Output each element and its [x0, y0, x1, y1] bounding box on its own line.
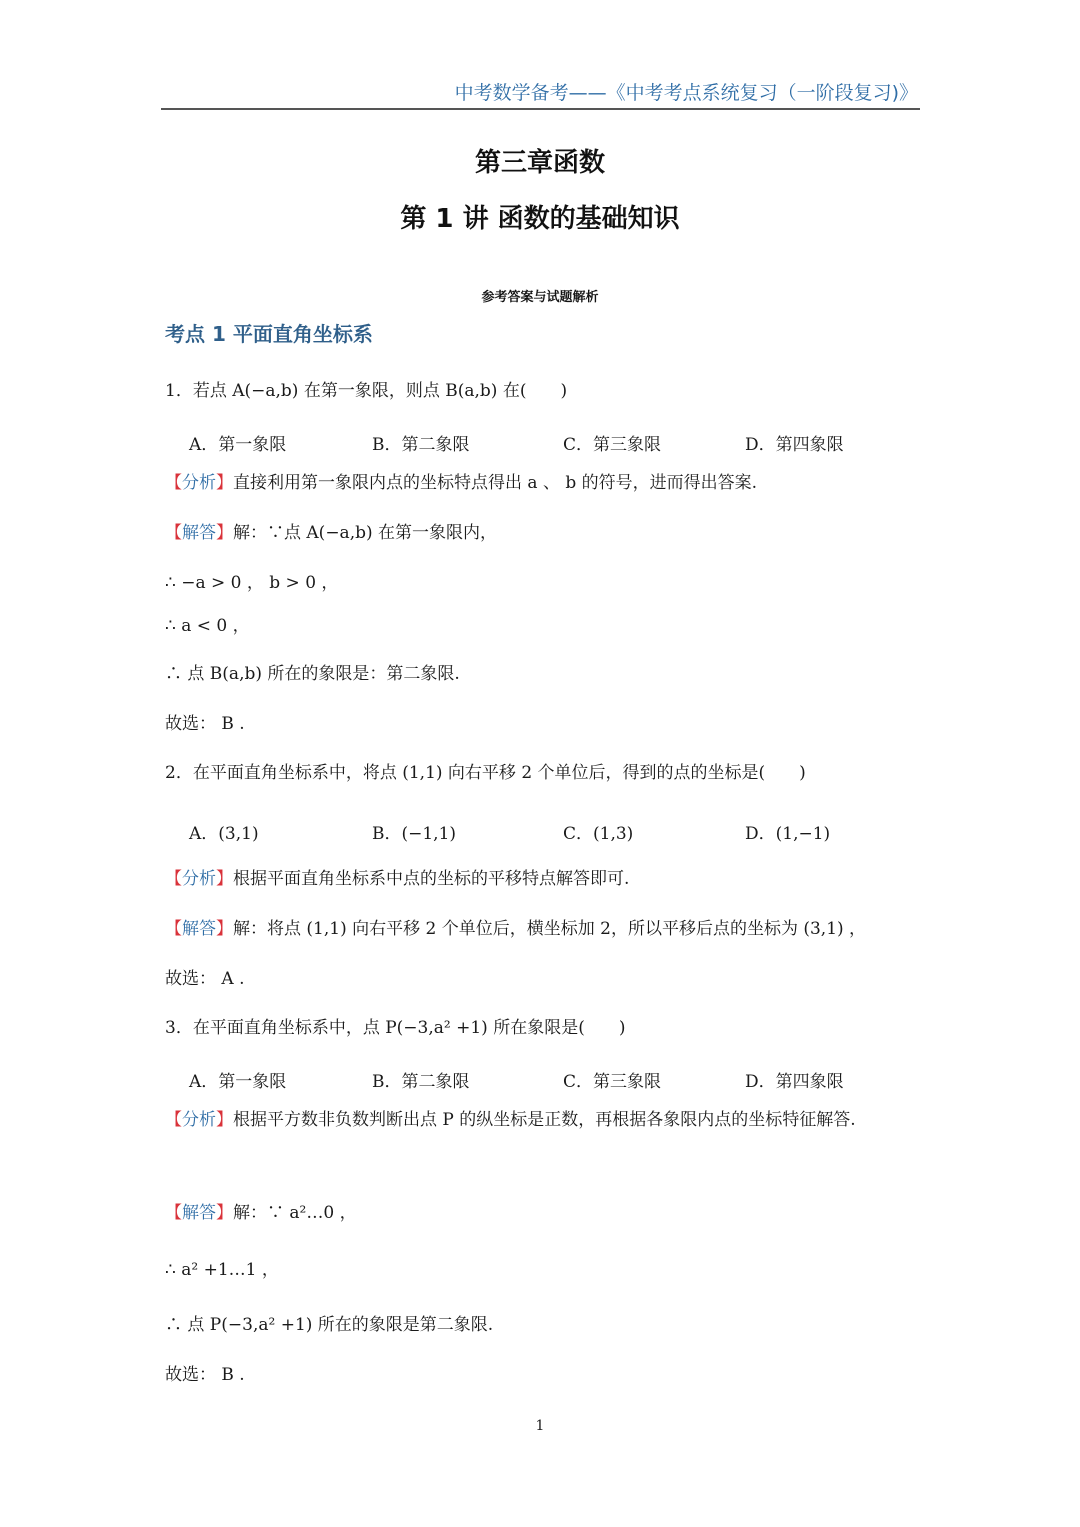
- q2-option-a: A．(3,1): [189, 824, 259, 844]
- q1-solution-2: ∴ a < 0 ，: [165, 616, 250, 636]
- answer-tag-close: 】: [216, 523, 233, 543]
- q2-solution-line: [165, 918, 920, 940]
- analysis-tag-close: 】: [216, 1110, 233, 1130]
- section-title: 考点 1 平面直角坐标系: [165, 322, 373, 346]
- answer-tag-close: 】: [216, 1203, 233, 1223]
- q3-solution-3: 故选： B .: [165, 1365, 245, 1385]
- answer-tag: 解答: [182, 1203, 216, 1223]
- q1-solution-line: [165, 522, 920, 544]
- answer-tag-open: 【: [165, 1203, 182, 1223]
- analysis-tag-close: 】: [216, 869, 233, 889]
- header-title: 中考数学备考——《中考考点系统复习（一阶段复习)》: [454, 82, 918, 104]
- q3-option-b: B．第二象限: [372, 1072, 470, 1092]
- q3-solution-0: 解：∵ a²…0 ，: [233, 1203, 357, 1223]
- q1-solution-4: 故选： B .: [165, 714, 245, 734]
- q3-option-d: D．第四象限: [745, 1072, 844, 1092]
- analysis-tag: 分析: [182, 869, 216, 889]
- q2-option-c: C．(1,3): [563, 824, 634, 844]
- q3-analysis: [165, 1099, 920, 1141]
- q1-analysis: [165, 472, 920, 494]
- q3-analysis-text: 根据平方数非负数判断出点 P 的纵坐标是正数，再根据各象限内点的坐标特征解答.: [233, 1110, 856, 1130]
- answer-tag: 解答: [182, 523, 216, 543]
- q2-analysis-text: 根据平面直角坐标系中点的坐标的平移特点解答即可.: [233, 869, 630, 889]
- q3-option-a: A．第一象限: [189, 1072, 287, 1092]
- answer-tag: 解答: [182, 919, 216, 939]
- subtitle: 参考答案与试题解析: [481, 290, 599, 305]
- answer-tag-open: 【: [165, 523, 182, 543]
- analysis-tag-open: 【: [165, 1110, 182, 1130]
- q3-solution-2: ∴ 点 P(−3,a² +1) 所在的象限是第二象限.: [165, 1315, 494, 1335]
- q2-option-b: B．(−1,1): [372, 824, 457, 844]
- q1-option-d: D．第四象限: [745, 435, 844, 455]
- chapter-title: 第三章函数: [474, 148, 605, 178]
- q1-solution-1: ∴ −a > 0 ， b > 0 ，: [165, 573, 339, 593]
- q3-stem: 3．在平面直角坐标系中，点 P(−3,a² +1) 所在象限是( ): [165, 1018, 626, 1038]
- analysis-tag-open: 【: [165, 869, 182, 889]
- analysis-tag: 分析: [182, 1110, 216, 1130]
- q3-option-c: C．第三象限: [563, 1072, 662, 1092]
- q3-solution-1: ∴ a² +1…1 ，: [165, 1260, 279, 1280]
- page-number: 1: [535, 1418, 545, 1434]
- q1-solution-0: 解：∵点 A(−a,b) 在第一象限内，: [233, 523, 498, 543]
- analysis-tag-open: 【: [165, 473, 182, 493]
- q1-solution-3: ∴ 点 B(a,b) 所在的象限是：第二象限.: [165, 664, 460, 684]
- q1-stem: 1．若点 A(−a,b) 在第一象限，则点 B(a,b) 在( ): [165, 381, 568, 401]
- lecture-title: 第 1 讲 函数的基础知识: [400, 204, 680, 234]
- q1-option-c: C．第三象限: [563, 435, 662, 455]
- q2-solution-1: 故选： A .: [165, 969, 245, 989]
- answer-tag-close: 】: [216, 919, 233, 939]
- answer-tag-open: 【: [165, 919, 182, 939]
- q1-option-b: B．第二象限: [372, 435, 470, 455]
- analysis-tag-close: 】: [216, 473, 233, 493]
- q3-solution-line: [165, 1202, 920, 1224]
- analysis-tag: 分析: [182, 473, 216, 493]
- q2-option-d: D．(1,−1): [745, 824, 831, 844]
- q1-analysis-text: 直接利用第一象限内点的坐标特点得出 a 、 b 的符号，进而得出答案.: [233, 473, 758, 493]
- header-rule: [161, 108, 920, 110]
- q1-option-a: A．第一象限: [189, 435, 287, 455]
- q2-solution-0: 解：将点 (1,1) 向右平移 2 个单位后，横坐标加 2，所以平移后点的坐标为 (3,1) ，: [233, 919, 867, 939]
- q2-analysis: [165, 868, 920, 890]
- q2-stem: 2．在平面直角坐标系中，将点 (1,1) 向右平移 2 个单位后，得到的点的坐标是( ): [165, 763, 806, 783]
